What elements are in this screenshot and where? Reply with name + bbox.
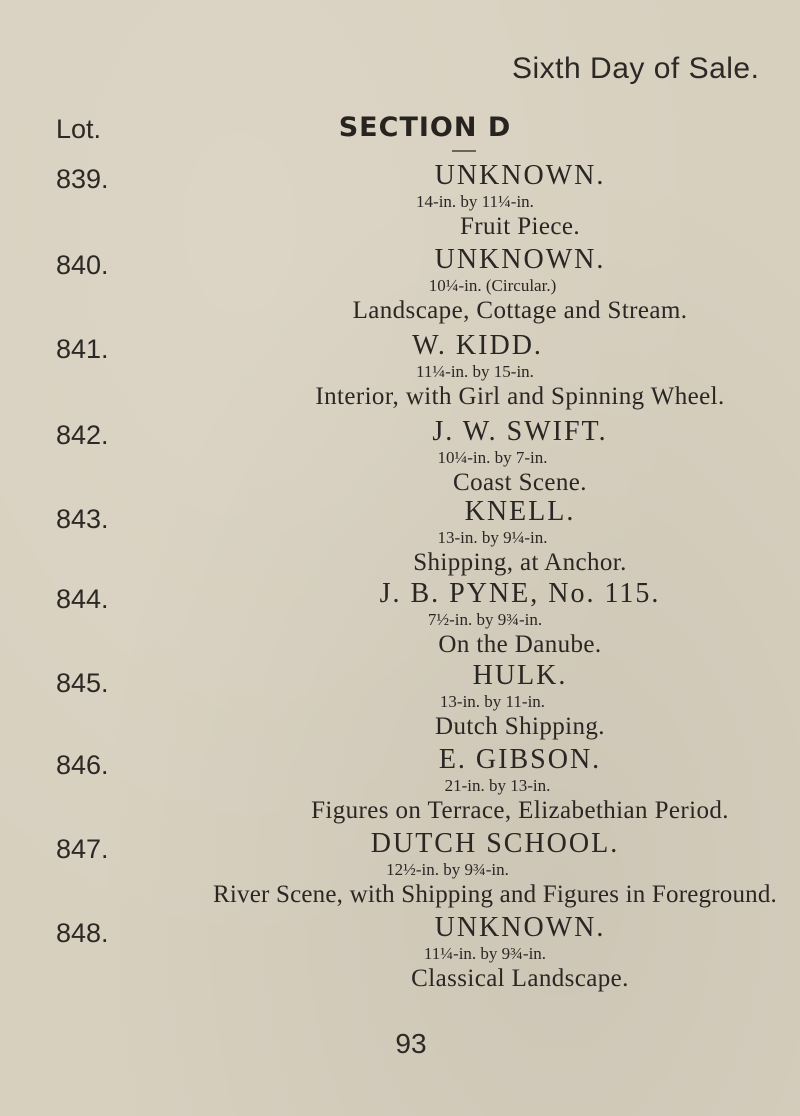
lot-number: 841. (56, 334, 109, 364)
lot-description (250, 416, 790, 498)
lot-description (250, 330, 790, 412)
lot-number: 840. (56, 250, 109, 280)
lot-artist: HULK. (472, 660, 568, 691)
lot-subject: Landscape, Cottage and Stream. (352, 297, 688, 324)
lot-subject: Shipping, at Anchor. (413, 549, 627, 576)
lot-number: 847. (56, 834, 109, 864)
lot-dimensions: 13-in. by 11-in. (439, 692, 546, 711)
section-underline (452, 150, 476, 152)
lot-entry (0, 244, 800, 344)
lot-description (250, 744, 790, 826)
lot-dimensions: 10¼-in. (Circular.) (428, 276, 557, 295)
lot-number: 845. (56, 668, 109, 698)
lot-number: 848. (56, 918, 109, 948)
lot-artist: J. W. SWIFT. (432, 416, 608, 447)
lot-artist: UNKNOWN. (434, 912, 606, 943)
lot-dimensions: 13-in. by 9¼-in. (437, 528, 548, 547)
lot-dimensions: 10¼-in. by 7-in. (437, 448, 548, 467)
lot-artist: E. GIBSON. (438, 744, 602, 775)
lot-description (250, 496, 790, 578)
lot-entry (0, 330, 800, 430)
lot-artist: DUTCH SCHOOL. (370, 828, 620, 859)
lot-number: 844. (56, 584, 109, 614)
lot-dimensions: 7½-in. by 9¾-in. (427, 610, 543, 629)
lot-description (200, 828, 790, 910)
lot-subject: Interior, with Girl and Spinning Wheel. (315, 383, 725, 410)
lot-description (250, 660, 790, 742)
lot-subject: On the Danube. (438, 631, 602, 658)
lot-number: 843. (56, 504, 109, 534)
lot-number: 842. (56, 420, 109, 450)
lot-subject: Fruit Piece. (459, 213, 581, 240)
lot-artist: UNKNOWN. (434, 244, 606, 275)
lot-description (250, 912, 790, 994)
lot-artist: UNKNOWN. (434, 160, 606, 191)
lot-artist: W. KIDD. (412, 330, 543, 361)
page-number: 93 (395, 1028, 427, 1059)
lot-dimensions: 14-in. by 11¼-in. (416, 192, 534, 211)
lot-description (250, 578, 790, 660)
lot-description (250, 160, 790, 242)
lot-number: 839. (56, 164, 109, 194)
lot-subject: Coast Scene. (453, 469, 587, 496)
lot-subject: River Scene, with Shipping and Figures in Foreground. (212, 881, 778, 908)
lot-description (250, 244, 790, 326)
lot-dimensions: 21-in. by 13-in. (444, 776, 551, 795)
lot-subject: Dutch Shipping. (435, 713, 605, 740)
lot-artist: J. B. PYNE, No. 115. (379, 578, 661, 609)
lot-subject: Figures on Terrace, Elizabethian Period. (311, 797, 729, 824)
lot-number: 846. (56, 750, 109, 780)
lot-column-heading: Lot. (56, 114, 102, 144)
lot-entry (0, 912, 800, 1012)
lot-subject: Classical Landscape. (411, 965, 629, 992)
lot-dimensions: 11¼-in. by 15-in. (416, 362, 534, 381)
section-title: SECTION D (338, 112, 512, 143)
running-head: Sixth Day of Sale. (512, 52, 760, 85)
lot-artist: KNELL. (464, 496, 576, 527)
lot-dimensions: 11¼-in. by 9¾-in. (423, 944, 547, 963)
lot-dimensions: 12½-in. by 9¾-in. (386, 860, 509, 879)
